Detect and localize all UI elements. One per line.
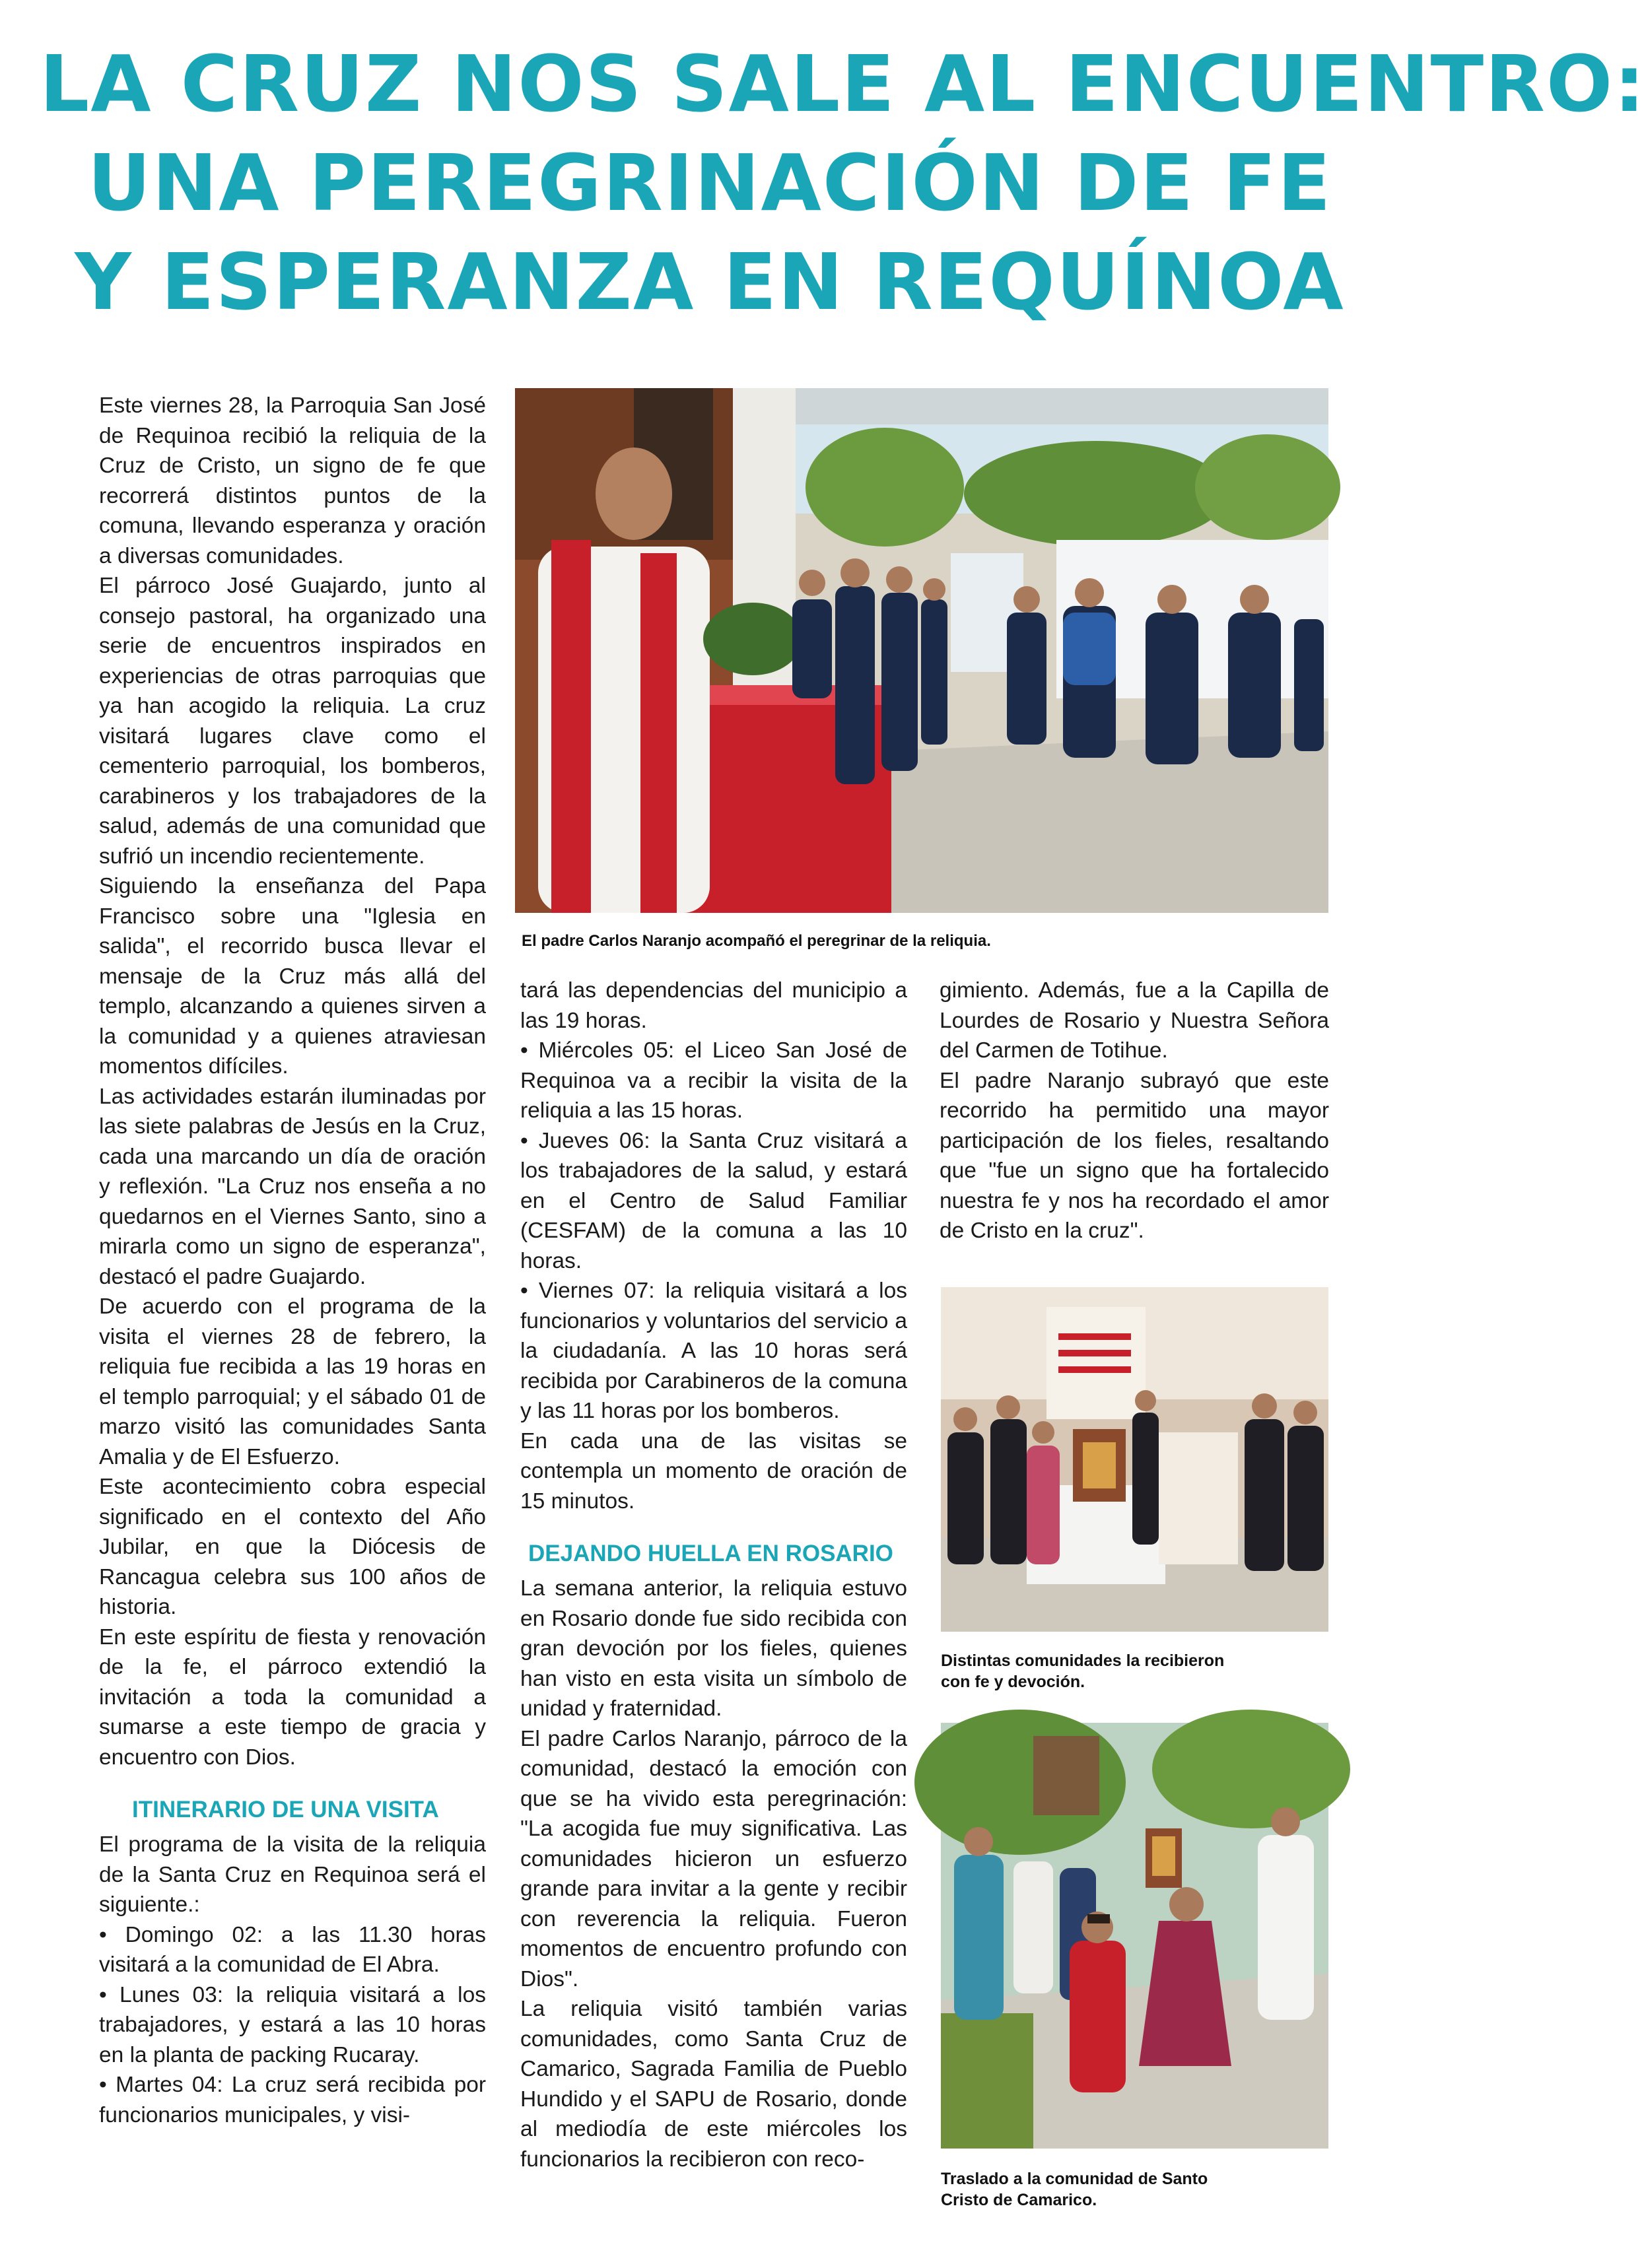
subhead-itinerario: ITINERARIO DE UNA VISITA	[132, 1797, 439, 1822]
list-item: • Jueves 06: la Santa Cruz visitará a los trabajadores de la salud, y estará en el Centro de Salud Familiar (CESFAM) de la comuna a las 10 horas.	[520, 1128, 907, 1273]
paragraph: gimiento. Además, fue a la Capilla de Lourdes de Rosario y Nuestra Señora del Carmen de Totihue.	[940, 978, 1329, 1063]
community-photo	[941, 1287, 1328, 1632]
list-item: • Martes 04: La cruz será recibida por funcionarios municipales, y visi-	[99, 2073, 486, 2127]
paragraph: Este acontecimiento cobra especial significado en el contexto del Año Jubilar, en que la Diócesis de Rancagua celebra sus 100 años de historia.	[99, 1475, 486, 1619]
paragraph: En cada una de las visitas se contempla un momento de oración de 15 minutos.	[520, 1428, 907, 1514]
paragraph: El padre Naranjo subrayó que este recorrido ha permitido una mayor participación de los fieles, resaltando que "fue un signo que ha fortalecido nuestra fe y nos ha recordado el amor de Cristo en la cruz".	[940, 1068, 1329, 1243]
main-photo	[515, 388, 1328, 913]
community-photo-caption: Distintas comunidades la recibieron con fe y devoción.	[941, 1651, 1225, 1691]
list-item: • Viernes 07: la reliquia visitará a los funcionarios y voluntarios del servicio a la ciudadanía. A las 10 horas será recibida por Carabineros de la comuna y las 11 horas por los bomberos.	[520, 1279, 907, 1423]
list-item: • Domingo 02: a las 11.30 horas visitará a la comunidad de El Abra.	[99, 1922, 486, 1977]
paragraph: Siguiendo la enseñanza del Papa Francisco sobre una "Iglesia en salida", el recorrido busca llevar el mensaje de la Cruz más allá del templo, alcanzando a quienes sirven a la comunidad y a quienes atraviesan momentos difíciles.	[99, 874, 486, 1079]
paragraph: El padre Carlos Naranjo, párroco de la comunidad, destacó la emoción con que se ha vivido esta peregrinación: "La acogida fue muy significativa. Las comunidades hicieron un esfuerzo grande para invitar a la gente y recibir con reverencia la reliquia. Fueron momentos de encuentro profundo con Dios".	[520, 1726, 907, 1991]
headline-line-2: UNA PEREGRINACIÓN DE FE	[87, 137, 1332, 228]
list-item: • Lunes 03: la reliquia visitará a los trabajadores, y estará a las 10 horas en la planta de packing Rucaray.	[99, 1982, 486, 2067]
headline-line-3: Y ESPERANZA EN REQUÍNOA	[75, 236, 1345, 327]
procession-photo	[941, 1723, 1328, 2149]
paragraph: La semana anterior, la reliquia estuvo en Rosario donde fue sido recibida con gran devoción por los fieles, quienes han visto en esta visita un símbolo de unidad y fraternidad.	[520, 1576, 907, 1721]
paragraph: tará las dependencias del municipio a las 19 horas.	[520, 978, 907, 1033]
paragraph: En este espíritu de fiesta y renovación de la fe, el párroco extendió la invitación a toda la comunidad a sumarse a este tiempo de gracia y encuentro con Dios.	[99, 1624, 486, 1770]
main-photo-caption: El padre Carlos Naranjo acompañó el peregrinar de la reliquia.	[522, 932, 991, 950]
column-1	[99, 391, 486, 2130]
paragraph: Las actividades estarán iluminadas por las siete palabras de Jesús en la Cruz, cada una marcando un día de oración y reflexión. "La Cruz nos enseña a no quedarnos en el Viernes Santo, sino a mirarla como un signo de esperanza", destacó el padre Guajardo.	[99, 1084, 486, 1289]
column-2	[520, 976, 907, 2174]
paragraph: La reliquia visitó también varias comunidades, como Santa Cruz de Camarico, Sagrada Familia de Pueblo Hundido y el SAPU de Rosario, donde al mediodía de este miércoles los funcionarios la recibieron con reco-	[520, 1997, 907, 2172]
paragraph: El párroco José Guajardo, junto al consejo pastoral, ha organizado una serie de encuentros inspirados en experiencias de otras parroquias que ya han acogido la reliquia. La cruz visitará lugares clave como el cementerio parroquial, los bomberos, carabineros y los trabajadores de la salud, además de una comunidad que sufrió un incendio recientemente.	[99, 574, 486, 869]
procession-photo-caption: Traslado a la comunidad de Santo Cristo de Camarico.	[941, 2170, 1208, 2209]
paragraph: Este viernes 28, la Parroquia San José de Requinoa recibió la reliquia de la Cruz de Cristo, un signo de fe que recorrerá distintos puntos de la comuna, llevando esperanza y oración a diversas comunidades.	[99, 393, 486, 568]
list-item: • Miércoles 05: el Liceo San José de Requinoa va a recibir la visita de la reliquia a las 15 horas.	[520, 1038, 907, 1123]
headline	[40, 34, 1646, 331]
headline-line-1: LA CRUZ NOS SALE AL ENCUENTRO:	[40, 38, 1646, 129]
subhead-rosario: DEJANDO HUELLA EN ROSARIO	[528, 1541, 893, 1566]
column-3	[940, 976, 1329, 1246]
paragraph: El programa de la visita de la reliquia de la Santa Cruz en Requinoa será el siguiente.:	[99, 1832, 486, 1917]
paragraph: De acuerdo con el programa de la visita el viernes 28 de febrero, la reliquia fue recibida a las 19 horas en el templo parroquial; y el sábado 01 de marzo visitó las comunidades Santa Amalia y de El Esfuerzo.	[99, 1294, 486, 1469]
